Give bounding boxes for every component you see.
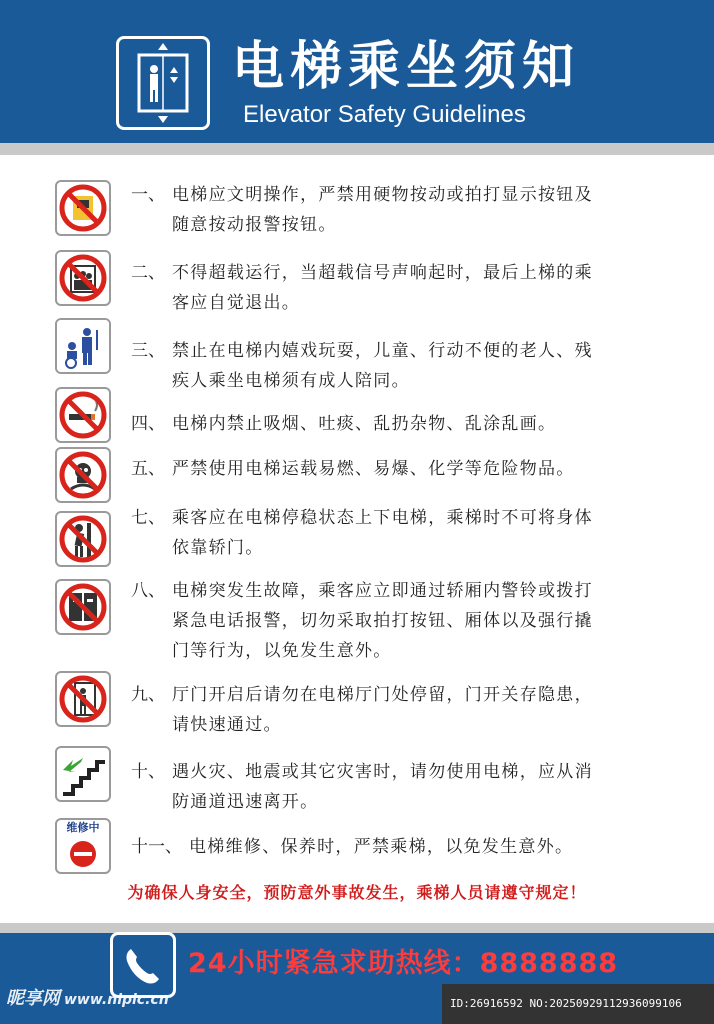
adult-accompany-icon xyxy=(55,318,111,374)
header-divider xyxy=(0,143,714,155)
rule-number: 四、 xyxy=(131,414,165,434)
elevator-icon xyxy=(116,36,210,130)
watermark-url: www.nipic.cn xyxy=(64,992,169,1008)
rule-line: 电梯维修、保养时，严禁乘梯，以免发生意外。 xyxy=(189,837,574,857)
rule-line: 电梯应文明操作，严禁用硬物按动或拍打显示按钮及 xyxy=(172,185,593,205)
rule-text xyxy=(172,336,677,396)
watermark-brand xyxy=(6,986,169,1013)
rule-line: 疾人乘坐电梯须有成人陪同。 xyxy=(172,371,410,391)
rule-line: 乘客应在电梯停稳状态上下电梯，乘梯时不可将身体 xyxy=(172,508,593,528)
rule-number: 七、 xyxy=(131,508,165,528)
rule-text xyxy=(172,258,677,318)
rule-line: 厅门开启后请勿在电梯厅门处停留，门开关存隐患， xyxy=(172,685,593,705)
emergency-hotline: 24小时紧急求助热线：8888888 xyxy=(188,948,619,979)
page-subtitle: Elevator Safety Guidelines xyxy=(243,101,526,128)
rule-number: 八、 xyxy=(131,581,165,601)
rule-line: 禁止在电梯内嬉戏玩耍，儿童、行动不便的老人、残 xyxy=(172,341,593,361)
no-standing-at-door-icon xyxy=(55,671,111,727)
rule-line: 遇火灾、地震或其它灾害时，请勿使用电梯，应从消 xyxy=(172,762,593,782)
page-title: 电梯乘坐须知 xyxy=(232,37,581,97)
rule-line: 请快速通过。 xyxy=(172,715,282,735)
rule-number: 一、 xyxy=(131,185,165,205)
rule-text xyxy=(172,680,677,740)
no-overload-icon xyxy=(55,250,111,306)
rule-text xyxy=(172,180,677,240)
rule-text xyxy=(172,757,677,817)
rule-line: 严禁使用电梯运载易燃、易爆、化学等危险物品。 xyxy=(172,459,575,479)
rule-line: 门等行为，以免发生意外。 xyxy=(172,641,392,661)
no-leaning-on-door-icon xyxy=(55,511,111,567)
footer-divider xyxy=(0,923,714,933)
rule-number: 五、 xyxy=(131,459,165,479)
maintenance-badge-label: 维修中 xyxy=(66,821,100,834)
rule-text xyxy=(172,454,677,484)
rule-number: 二、 xyxy=(131,263,165,283)
image-id-bar: ID:26916592 NO:20250929112936099106 xyxy=(442,984,714,1024)
no-hitting-buttons-icon xyxy=(55,180,111,236)
rule-line: 防通道迅速离开。 xyxy=(172,792,319,812)
rule-text xyxy=(172,576,677,666)
rule-number: 十、 xyxy=(131,762,165,782)
under-maintenance-icon xyxy=(55,818,111,874)
rule-line: 客应自觉退出。 xyxy=(172,293,301,313)
rule-line: 不得超载运行，当超载信号声响起时，最后上梯的乘 xyxy=(172,263,593,283)
rule-text xyxy=(189,832,679,862)
use-stairs-icon xyxy=(55,746,111,802)
rule-line: 电梯突发生故障，乘客应立即通过轿厢内警铃或拨打 xyxy=(172,581,593,601)
rule-number: 九、 xyxy=(131,685,165,705)
rule-line: 依靠轿门。 xyxy=(172,538,264,558)
no-smoking-icon xyxy=(55,387,111,443)
rule-number: 三、 xyxy=(131,341,165,361)
no-forcing-door-icon xyxy=(55,579,111,635)
rule-number: 十一、 xyxy=(131,837,182,857)
rule-text xyxy=(172,409,677,439)
rule-text xyxy=(172,503,677,563)
rule-line: 紧急电话报警，切勿采取拍打按钮、厢体以及强行撬 xyxy=(172,611,593,631)
rule-line: 电梯内禁止吸烟、吐痰、乱扔杂物、乱涂乱画。 xyxy=(172,414,557,434)
watermark-brand-name: 昵享网 xyxy=(6,988,60,1009)
safety-notice: 为确保人身安全，预防意外事故发生，乘梯人员请遵守规定！ xyxy=(127,883,587,902)
no-hazardous-materials-icon xyxy=(55,447,111,503)
rule-line: 随意按动报警按钮。 xyxy=(172,215,337,235)
